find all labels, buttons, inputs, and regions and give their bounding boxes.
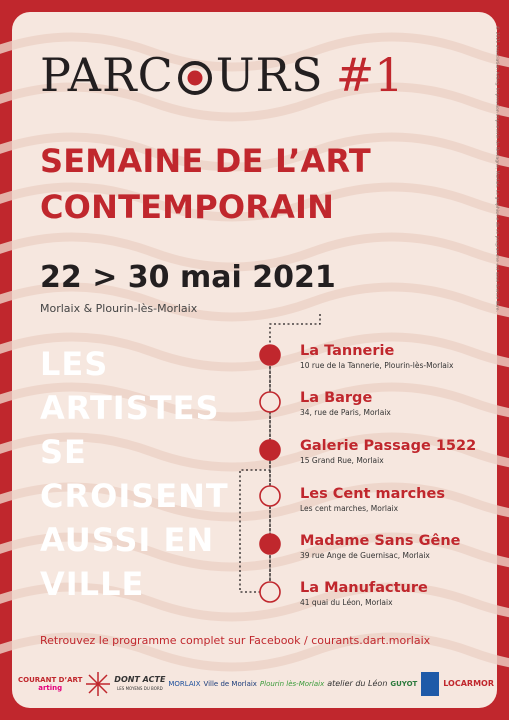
- slogan-line: CROISENT: [40, 477, 229, 515]
- logo-ville-morlaix: Ville de Morlaix: [203, 680, 257, 688]
- stop-address: 39 rue Ange de Guernisac, Morlaix: [300, 551, 430, 560]
- stop-name: La Tannerie: [300, 343, 395, 359]
- stop-la-barge: [300, 389, 391, 418]
- burst-logo-icon: [85, 671, 111, 697]
- stop-galerie-passage: [300, 437, 476, 466]
- stop-name: La Barge: [300, 390, 373, 406]
- stop-marker-filled: [260, 345, 280, 365]
- stop-marker-empty: [260, 582, 280, 602]
- poster: [12, 12, 497, 708]
- stop-address: 15 Grand Rue, Morlaix: [300, 456, 384, 465]
- stop-name: Madame Sans Gêne: [300, 533, 461, 549]
- stop-madame-sans-gene: [300, 532, 461, 561]
- brand-number: #1: [335, 48, 404, 102]
- stop-marker-filled: [260, 534, 280, 554]
- stop-marker-filled: [260, 440, 280, 460]
- logo-plourin: Plourin lès-Morlaix: [259, 680, 325, 688]
- brand-word: PARC URS: [40, 48, 324, 102]
- slogan-line: LES: [40, 345, 109, 383]
- slogan-line: VILLE: [40, 565, 145, 603]
- event-dates: 22 > 30 mai 2021: [40, 260, 336, 295]
- stop-la-tannerie: [300, 342, 453, 371]
- slogan-line: ARTISTES: [40, 389, 220, 427]
- stop-address: 41 quai du Léon, Morlaix: [300, 598, 393, 607]
- stop-la-manufacture: [300, 579, 428, 608]
- stop-address: 10 rue de la Tannerie, Plourin-lès-Morlaix: [300, 361, 454, 370]
- stop-address: 34, rue de Paris, Morlaix: [300, 408, 391, 417]
- stop-name: Galerie Passage 1522: [300, 438, 477, 454]
- stop-marker-empty: [260, 392, 280, 412]
- logo-guyot: GUYOT: [390, 680, 418, 688]
- title-line-2: CONTEMPORAIN: [40, 188, 335, 226]
- stop-name: Les Cent marches: [300, 486, 445, 502]
- event-place: Morlaix & Plourin-lès-Morlaix: [40, 302, 198, 315]
- legal-text: © 2021 association Arting. Impression Imprimerie de Bretagne, Morlaix. Le graphisme de ce programme est sous licence libre.: [494, 25, 499, 312]
- logo-atelier-du-leon: atelier du Léon: [327, 679, 388, 688]
- stop-marker-empty: [260, 486, 280, 506]
- slogan-line: AUSSI EN: [40, 521, 215, 559]
- bretagne-logo-icon: [420, 671, 440, 697]
- logo-courant-dart: COURANT D’ART arting: [18, 676, 83, 692]
- logo-morlaix-agglo: MORLAIX: [168, 680, 201, 688]
- title-line-1: SEMAINE DE L’ART: [40, 142, 371, 180]
- stop-address: Les cent marches, Morlaix: [300, 504, 399, 513]
- slogan-line: SE: [40, 433, 87, 471]
- partner-logos: [18, 662, 494, 706]
- logo-dont-acte: DONT ACTE LES MOYENS DU BORD: [114, 674, 166, 691]
- stop-name: La Manufacture: [300, 580, 428, 596]
- footer-link-text[interactable]: Retrouvez le programme complet sur Facebook / courants.dart.morlaix: [40, 634, 431, 647]
- logo-locarmor: LOCARMOR: [443, 679, 494, 688]
- stop-les-cent-marches: [300, 485, 445, 514]
